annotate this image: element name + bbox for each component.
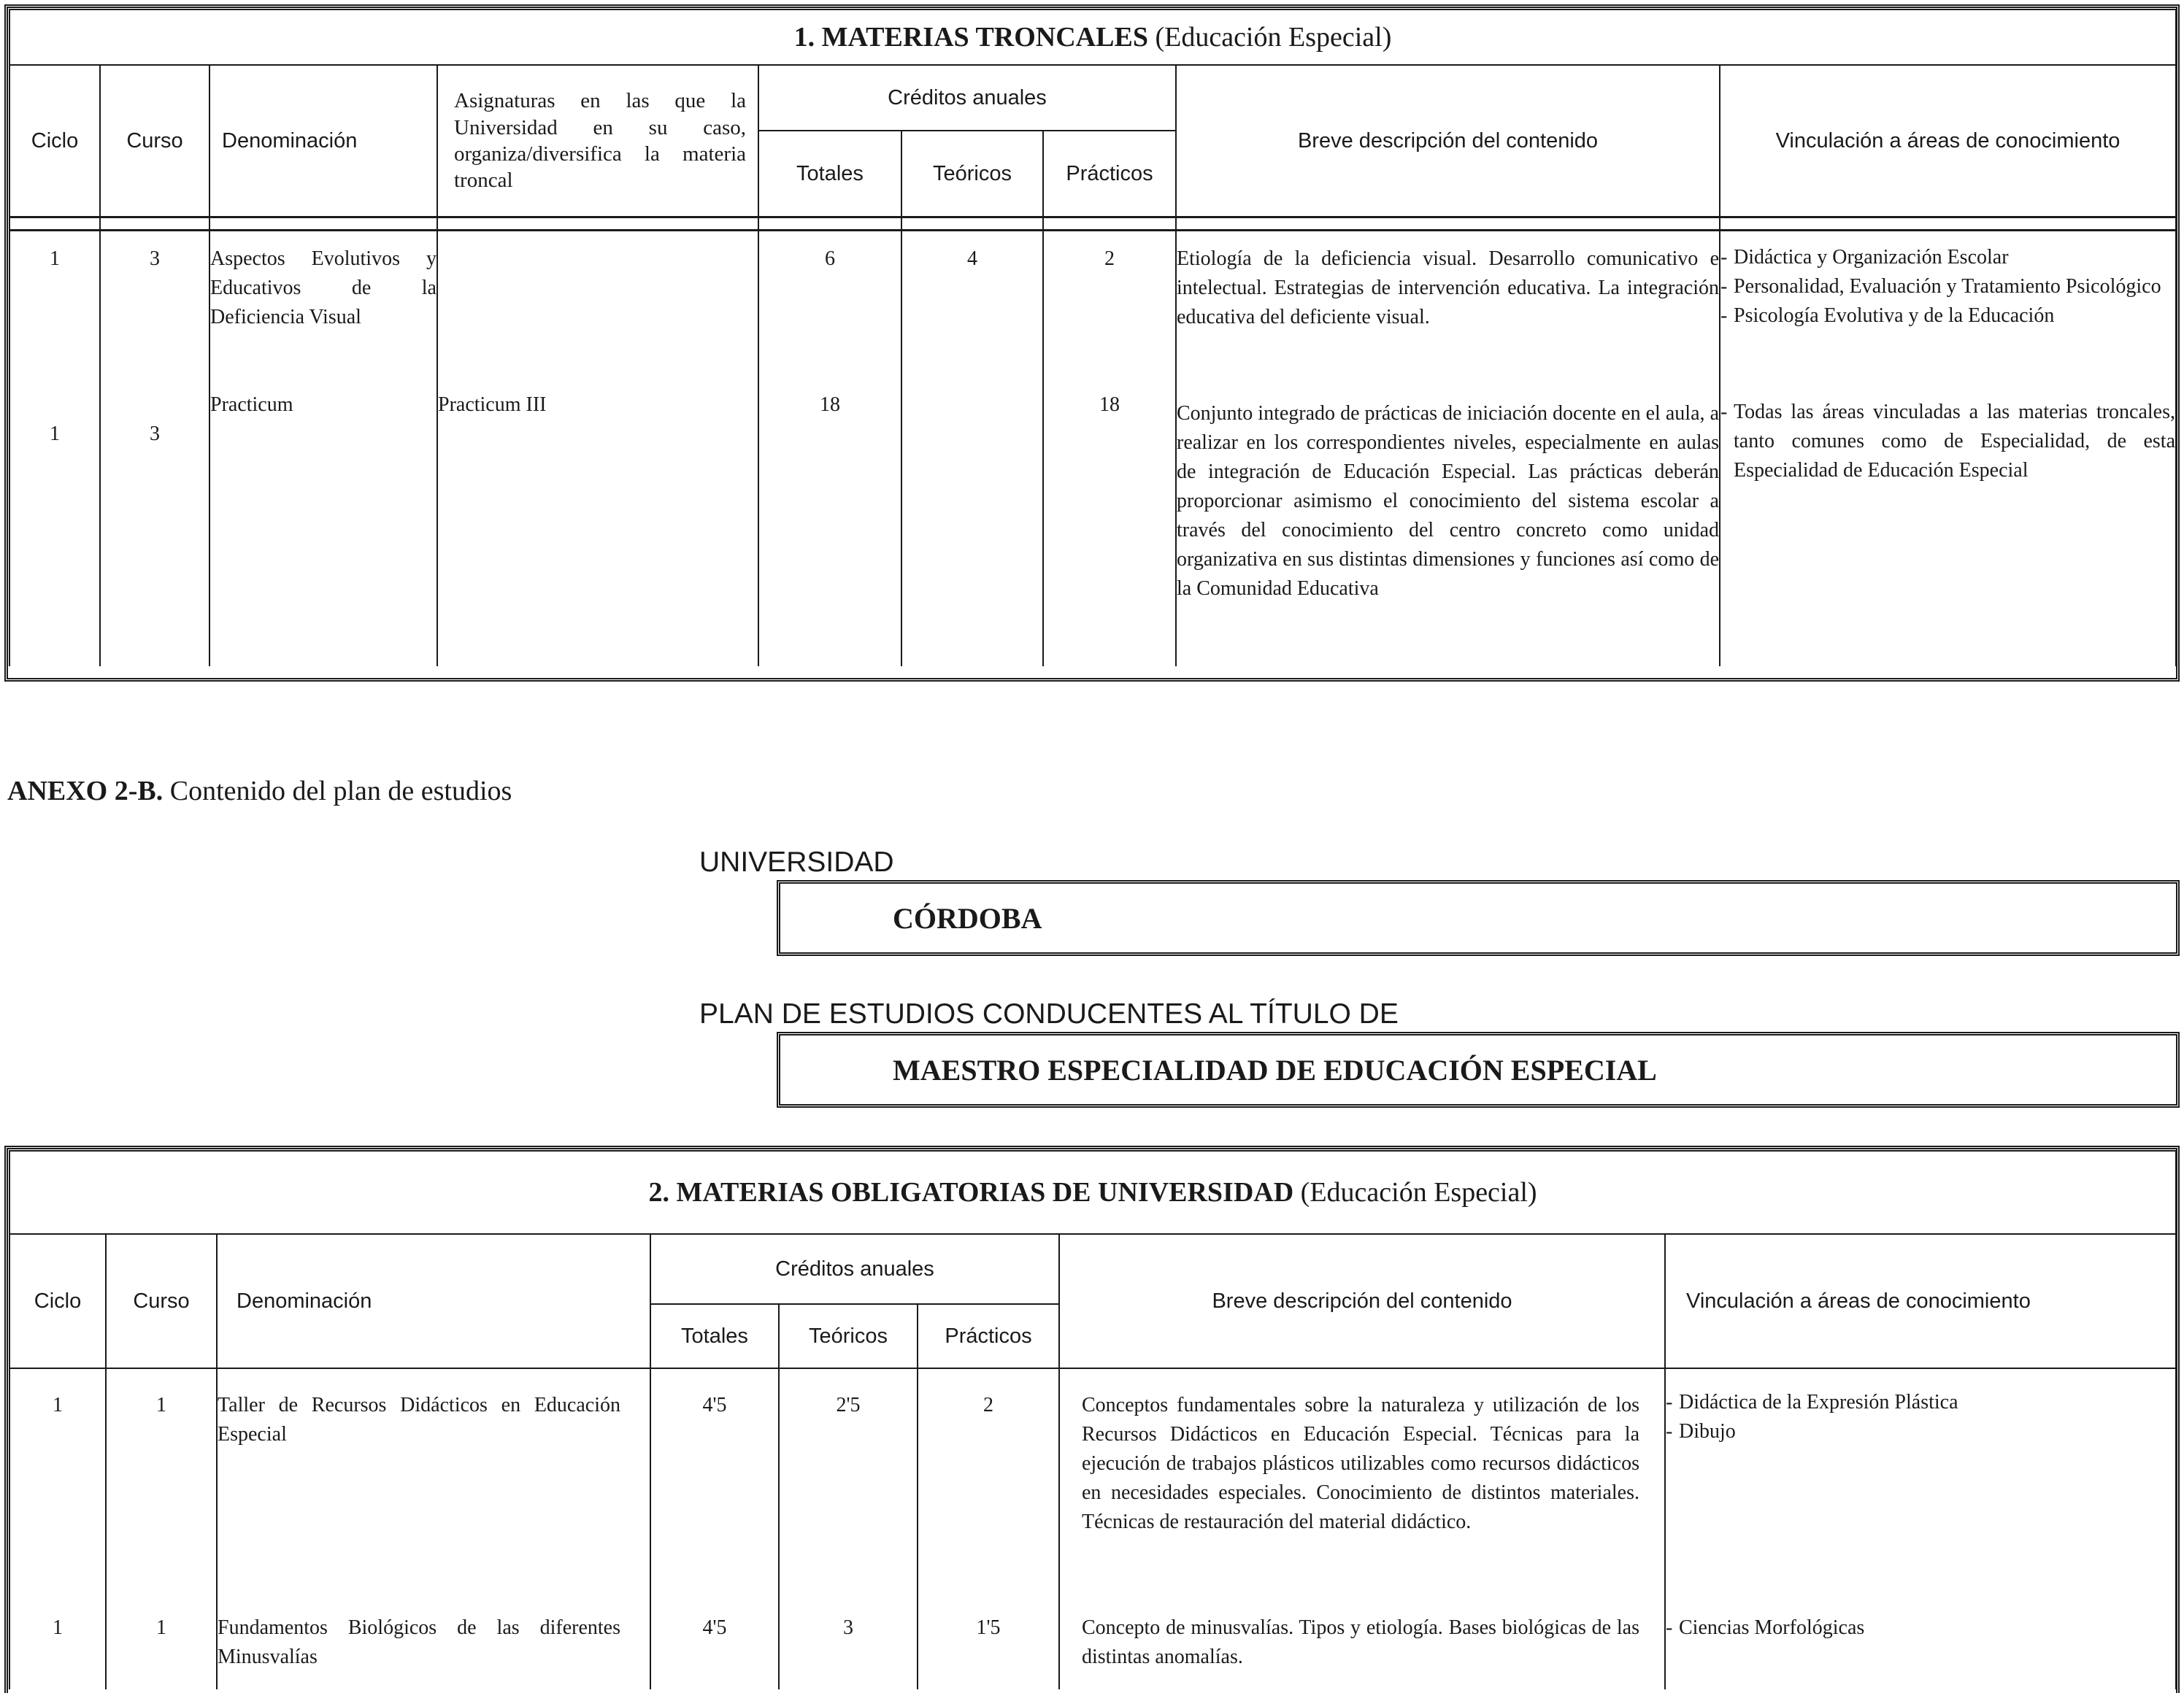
row2-practicos: 1'5 (976, 1616, 1001, 1639)
row1-totales: 4'5 (702, 1394, 727, 1416)
table1-title: 1. MATERIAS TRONCALES (Educación Especial) (9, 9, 2176, 65)
header-vinculacion: Vinculación a áreas de conocimiento (1720, 65, 2176, 217)
header-denominacion: Denominación (217, 1234, 650, 1368)
universidad-label: UNIVERSIDAD (699, 846, 894, 878)
row2-area-1: Todas las áreas vinculadas a las materias troncales, tanto comunes como de Especialidad, de esta Especialidad de Educación Especial (1734, 400, 2176, 482)
row2-descripcion: Conjunto integrado de prácticas de iniciación docente en el aula, a realizar en los correspondientes niveles, especialmente en aulas de integración de Educación Especial. Las prácticas deberán proporcionar asimismo el conocimiento del sistema escolar a través del conocimiento del centro concreto como unidad organizativa en sus distintas dimensiones y funciones así como de la Comunidad Educativa (1177, 401, 1719, 600)
row1-area-2: Personalidad, Evaluación y Tratamiento Psicológico (1734, 274, 2161, 298)
row2-ciclo: 1 (53, 1616, 63, 1639)
header-asignaturas: Asignaturas en las que la Universidad en su caso, organiza/diversifica la materia troncal (437, 65, 758, 217)
row2-curso: 1 (156, 1616, 166, 1639)
header-vinculacion: Vinculación a áreas de conocimiento (1665, 1234, 2176, 1368)
header-ciclo: Ciclo (9, 1234, 106, 1368)
row1-ciclo: 1 (53, 1394, 63, 1416)
table1-separator (9, 217, 2176, 230)
table2-title: 2. MATERIAS OBLIGATORIAS DE UNIVERSIDAD (Educación Especial) (9, 1151, 2176, 1234)
header-teoricos: Teóricos (901, 131, 1043, 217)
table-row: 1 1 (50, 247, 60, 445)
table1-troncales (9, 9, 2177, 666)
row1-denominacion: Taller de Recursos Didácticos en Educación Especial (218, 1394, 620, 1446)
row2-totales: 18 (820, 393, 840, 416)
anexo-heading: ANEXO 2-B. Contenido del plan de estudios (7, 776, 512, 806)
header-teoricos: Teóricos (779, 1304, 918, 1368)
row1-descripcion: Conceptos fundamentales sobre la naturaleza y utilización de los Recursos Didácticos en Educación Especial. Técnicas para la ejecución de trabajos plásticos utilizables como recursos didácticos en necesidades especiales. Conocimiento de distintos materiales. Técnicas de restauración del material didáctico. (1082, 1394, 1639, 1533)
plan-label: PLAN DE ESTUDIOS CONDUCENTES AL TÍTULO DE (699, 998, 1399, 1030)
header-creditos: Créditos anuales (758, 65, 1176, 131)
row1-area-3: Psicología Evolutiva y de la Educación (1734, 304, 2055, 327)
plan-title: MAESTRO ESPECIALIDAD DE EDUCACIÓN ESPECIAL (777, 1032, 2180, 1108)
header-totales: Totales (758, 131, 901, 217)
universidad-name: CÓRDOBA (777, 880, 2180, 956)
header-practicos: Prácticos (918, 1304, 1059, 1368)
header-curso: Curso (100, 65, 209, 217)
row2-practicos: 18 (1099, 393, 1120, 416)
row1-asignatura (438, 244, 758, 390)
table2-body: 1 1 1 1 Taller de Recursos Didácticos en Educación Especial Fundamentos Biológicos de las diferentes Minusvalías 4'5 4'5 2'5 3 2 1'5 Conceptos fundamentales sobre la naturaleza y utilización de los Recursos Didácticos en Educación Especial. Técnicas para la ejecución de trabajos plásticos utilizables como recursos didácticos en necesidades especiales. Conocimiento de distintos materiales. Técnicas de restauración del material didáctico. Concepto de minusvalías. Tipos y etiología. Bases biológicas de las distintas anomalías. - Didáctica de la Expresión Plástica - Dibujo - Ciencias Morfológicas (9, 1368, 2176, 1689)
header-denominacion: Denominación (209, 65, 437, 217)
header-curso: Curso (106, 1234, 217, 1368)
header-descripcion: Breve descripción del contenido (1059, 1234, 1665, 1368)
row1-practicos: 2 (983, 1394, 993, 1416)
row2-teoricos: 3 (843, 1616, 853, 1639)
header-totales: Totales (650, 1304, 779, 1368)
row1-area-2: Dibujo (1679, 1420, 1736, 1443)
row2-denominacion: Fundamentos Biológicos de las diferentes Minusvalías (218, 1616, 620, 1668)
row2-asignatura: Practicum III (438, 393, 547, 416)
header-descripcion: Breve descripción del contenido (1176, 65, 1720, 217)
table1-body: 1 1 3 3 Aspectos Evolutivos y Educativos de la Deficiencia Visual Practicum Practicum III 6 18 4 2 18 Etiología de la deficiencia visual. Desarrollo comunicativo e intelectual. Estrategias de intervención educativa. La integración educativa del deficiente visual. Conjunto integrado de prácticas de iniciación docente en el aula, a realizar en los correspondientes niveles, especialmente en aulas de integración de Educación Especial. Las prácticas deberán proporcionar asimismo el conocimiento del sistema escolar a través del conocimiento del centro concreto como unidad organizativa en sus distintas dimensiones y funciones así como de la Comunidad Educativa - Didáctica y Organización Escolar - Personalidad, Evaluación y Tratamiento Psicológico - Psicología Evolutiva y de la Educación - Todas las áreas vinculadas a las materias troncales, tanto comunes como de Especialidad, de esta Especialidad de Educación Especial (9, 230, 2176, 666)
row2-totales: 4'5 (702, 1616, 727, 1639)
row1-teoricos: 2'5 (836, 1394, 861, 1416)
row2-area-1: Ciencias Morfológicas (1679, 1616, 1865, 1639)
table2-obligatorias (9, 1150, 2177, 1689)
row1-descripcion: Etiología de la deficiencia visual. Desarrollo comunicativo e intelectual. Estrategias de intervención educativa. La integración educativa del deficiente visual. (1177, 247, 1719, 328)
header-ciclo: Ciclo (9, 65, 100, 217)
header-creditos: Créditos anuales (650, 1234, 1059, 1304)
row2-denominacion: Practicum (210, 393, 293, 416)
row1-practicos: 2 (1104, 247, 1115, 270)
header-practicos: Prácticos (1043, 131, 1176, 217)
row1-curso: 1 (156, 1394, 166, 1416)
row2-descripcion: Concepto de minusvalías. Tipos y etiología. Bases biológicas de las distintas anomalías. (1082, 1616, 1639, 1668)
row1-teoricos: 4 (967, 247, 977, 270)
row1-area-1: Didáctica y Organización Escolar (1734, 245, 2009, 269)
row1-totales: 6 (825, 247, 835, 270)
row1-area-1: Didáctica de la Expresión Plástica (1679, 1391, 1958, 1414)
row1-denominacion: Aspectos Evolutivos y Educativos de la Deficiencia Visual (210, 247, 437, 328)
